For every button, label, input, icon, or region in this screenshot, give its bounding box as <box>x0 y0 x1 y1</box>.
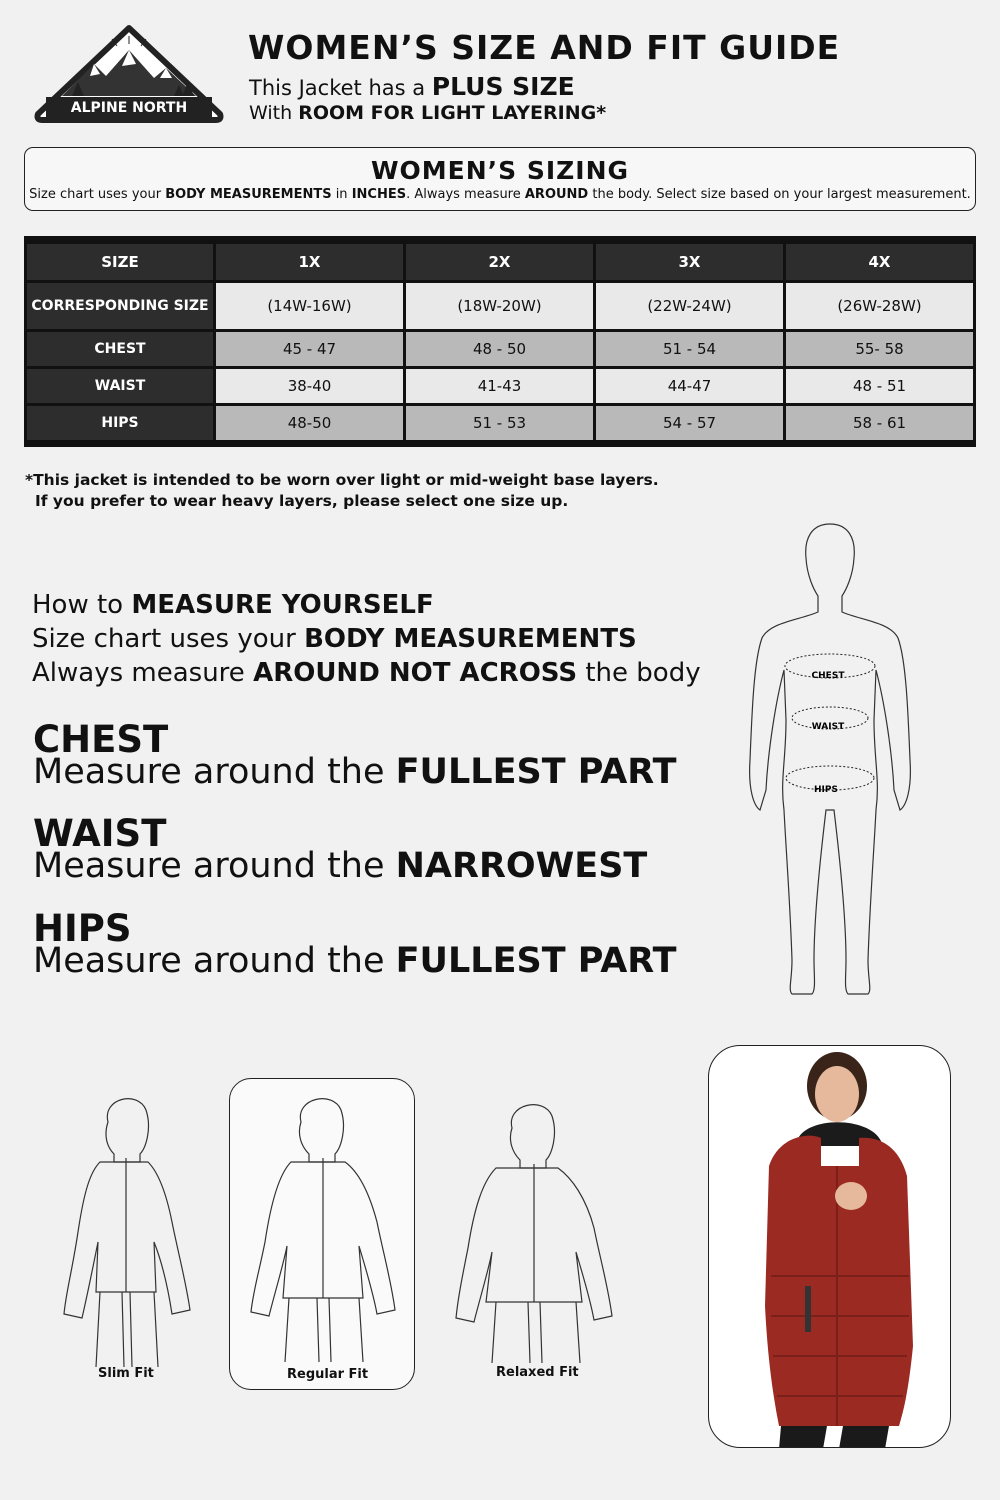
regular-fit-illustration <box>245 1092 405 1382</box>
layering-line: With ROOM FOR LIGHT LAYERING* <box>249 102 607 124</box>
table-cell: 41-43 <box>406 369 593 403</box>
waist-description: Measure around the NARROWEST <box>33 846 648 886</box>
row-label: CORRESPONDING SIZE <box>27 283 213 329</box>
table-cell: (14W-16W) <box>216 283 403 329</box>
row-label: WAIST <box>27 369 213 403</box>
chest-description: Measure around the FULLEST PART <box>33 752 677 792</box>
measure-line-3: Always measure AROUND NOT ACROSS the body <box>32 658 701 688</box>
table-row <box>27 332 973 366</box>
slim-fit-label: Slim Fit <box>98 1366 154 1381</box>
table-row <box>27 283 973 329</box>
table-cell: 48 - 50 <box>406 332 593 366</box>
table-cell: 48-50 <box>216 406 403 440</box>
sizing-info-box <box>24 147 976 211</box>
table-cell: 38-40 <box>216 369 403 403</box>
hips-figure-label: HIPS <box>814 785 838 795</box>
brand-name: ALPINE NORTH <box>70 100 188 116</box>
sizing-note-part: INCHES <box>351 187 407 202</box>
plus-size-line: This Jacket has a PLUS SIZE <box>249 72 575 101</box>
measure-heading: How to MEASURE YOURSELF <box>32 590 434 620</box>
table-row <box>27 406 973 440</box>
relaxed-fit-label: Relaxed Fit <box>496 1365 579 1380</box>
body-measurement-figure <box>740 520 920 1000</box>
size-chart-table <box>24 236 976 447</box>
column-header: 1X <box>216 244 403 280</box>
page-title: WOMEN’S SIZE AND FIT GUIDE <box>248 28 841 67</box>
sizing-title: WOMEN’S SIZING <box>370 156 630 185</box>
table-cell: (26W-28W) <box>786 283 973 329</box>
hips-title: HIPS <box>33 907 132 950</box>
waist-figure-label: WAIST <box>811 722 845 732</box>
table-cell: 55- 58 <box>786 332 973 366</box>
sizing-note <box>25 187 975 202</box>
sizing-note-part: the body. Select size based on your largest measurement. <box>588 187 971 202</box>
table-cell: 51 - 53 <box>406 406 593 440</box>
column-header: 4X <box>786 244 973 280</box>
relaxed-fit-illustration <box>452 1098 617 1378</box>
sizing-note-part: in <box>331 187 352 202</box>
size-header: SIZE <box>27 244 213 280</box>
table-cell: 44-47 <box>596 369 783 403</box>
sizing-note-part: . Always measure <box>406 187 525 202</box>
footnote-line-2: If you prefer to wear heavy layers, please select one size up. <box>35 492 569 510</box>
column-header: 2X <box>406 244 593 280</box>
model-photo <box>708 1045 951 1448</box>
row-label: CHEST <box>27 332 213 366</box>
table-header-row <box>27 244 973 280</box>
row-label: HIPS <box>27 406 213 440</box>
measure-line-2: Size chart uses your BODY MEASUREMENTS <box>32 624 637 654</box>
sizing-note-part: BODY MEASUREMENTS <box>165 187 332 202</box>
sizing-note-part: AROUND <box>524 187 589 202</box>
table-cell: 54 - 57 <box>596 406 783 440</box>
table-row <box>27 369 973 403</box>
chest-figure-label: CHEST <box>811 671 845 681</box>
slim-fit-illustration <box>60 1092 195 1381</box>
table-cell: 51 - 54 <box>596 332 783 366</box>
alpine-north-logo <box>32 24 226 124</box>
sizing-note-part: Size chart uses your <box>29 187 166 202</box>
table-cell: (18W-20W) <box>406 283 593 329</box>
table-cell: (22W-24W) <box>596 283 783 329</box>
table-cell: 58 - 61 <box>786 406 973 440</box>
hips-description: Measure around the FULLEST PART <box>33 941 677 981</box>
chest-title: CHEST <box>33 718 169 761</box>
regular-fit-label: Regular Fit <box>287 1367 369 1382</box>
table-cell: 48 - 51 <box>786 369 973 403</box>
waist-title: WAIST <box>33 812 167 855</box>
column-header: 3X <box>596 244 783 280</box>
footnote-line-1: *This jacket is intended to be worn over light or mid-weight base layers. <box>25 471 659 489</box>
table-cell: 45 - 47 <box>216 332 403 366</box>
